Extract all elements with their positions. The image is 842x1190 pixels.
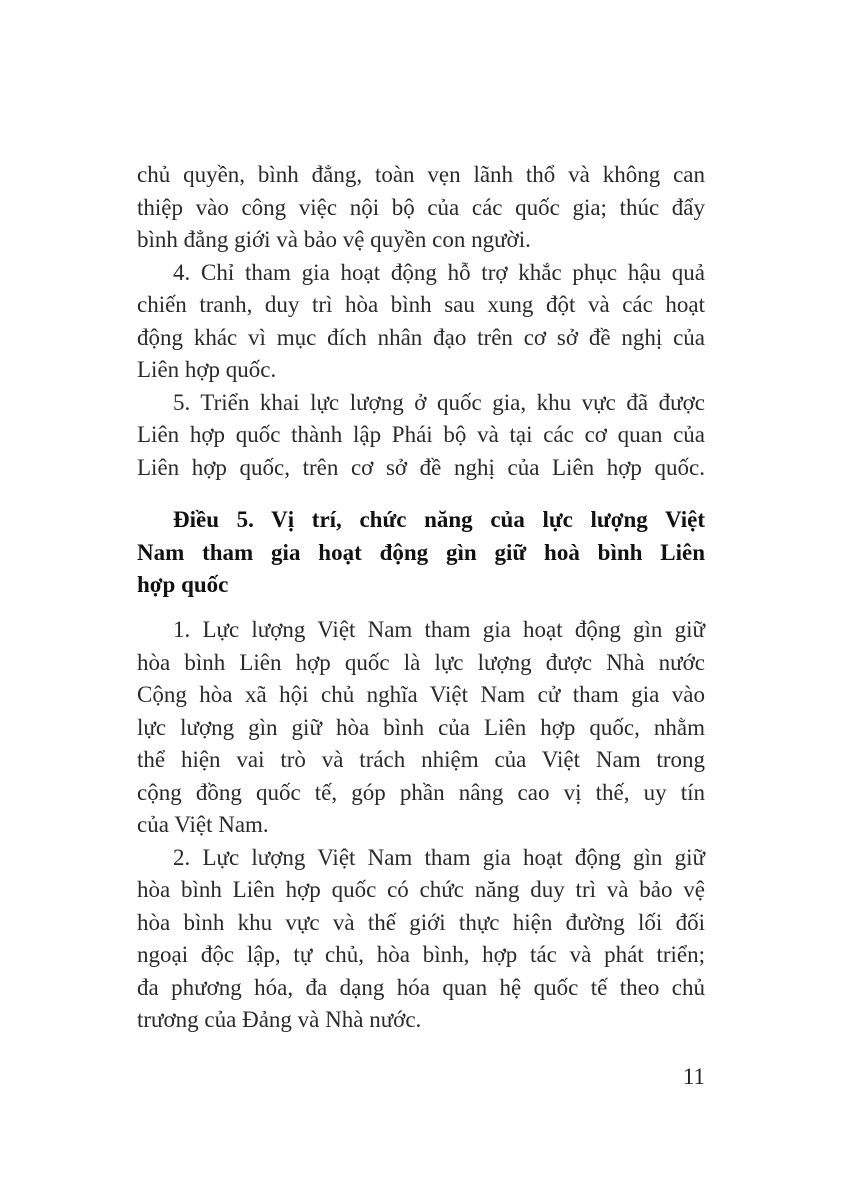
paragraph-continuation (137, 159, 705, 257)
text-line: ngoại độc lập, tự chủ, hòa bình, hợp tác và phát triển; (137, 942, 705, 967)
text-line: 1. Lực lượng Việt Nam tham gia hoạt động gìn giữ (173, 617, 705, 642)
heading-line: Nam tham gia hoạt động gìn giữ hoà bình Liên (137, 539, 705, 565)
text-line: hòa bình Liên hợp quốc có chức năng duy trì và bảo vệ (137, 877, 705, 902)
body-text-bottom (137, 614, 705, 1037)
text-line: chiến tranh, duy trì hòa bình sau xung đột và các hoạt (137, 292, 705, 317)
text-line: hòa bình Liên hợp quốc là lực lượng được Nhà nước (137, 649, 705, 675)
text-line: 5. Triển khai lực lượng ở quốc gia, khu vực đã được (173, 389, 705, 415)
text-line: thể hiện vai trò và trách nhiệm của Việt Nam trong (137, 747, 705, 772)
paragraph-article-5-item-1 (137, 614, 705, 842)
text-line: thiệp vào công việc nội bộ của các quốc gia; thúc đẩy (137, 194, 705, 220)
page-number: 11 (682, 1064, 705, 1089)
text-line: hòa bình khu vực và thế giới thực hiện đường lối đối (137, 909, 705, 935)
text-line: trương của Đảng và Nhà nước. (137, 1007, 422, 1032)
text-line: Liên hợp quốc thành lập Phái bộ và tại các cơ quan của (137, 422, 705, 447)
text-line: 2. Lực lượng Việt Nam tham gia hoạt động gìn giữ (173, 844, 705, 870)
text-line: chủ quyền, bình đẳng, toàn vẹn lãnh thổ và không can (137, 162, 705, 187)
text-line: Liên hợp quốc, trên cơ sở đề nghị của Liên hợp quốc. (137, 454, 705, 480)
paragraph-item-4 (137, 257, 705, 387)
paragraph-article-5-item-2 (137, 842, 705, 1037)
heading-line: hợp quốc (137, 572, 229, 597)
body-text-top (137, 159, 705, 484)
heading-line: Điều 5. Vị trí, chức năng của lực lượng Việt (173, 507, 705, 532)
text-line: Liên hợp quốc. (137, 357, 277, 382)
article-5-heading (137, 504, 705, 602)
text-line: Cộng hòa xã hội chủ nghĩa Việt Nam cử tham gia vào (137, 682, 705, 707)
text-line: lực lượng gìn giữ hòa bình của Liên hợp quốc, nhằm (137, 714, 705, 740)
text-line: cộng đồng quốc tế, góp phần nâng cao vị thế, uy tín (137, 779, 705, 805)
text-line: của Việt Nam. (137, 812, 269, 837)
text-line: bình đẳng giới và bảo vệ quyền con người. (137, 227, 531, 252)
text-line: động khác vì mục đích nhân đạo trên cơ sở đề nghị của (137, 324, 705, 350)
text-line: 4. Chỉ tham gia hoạt động hỗ trợ khắc phục hậu quả (173, 259, 705, 285)
text-line: đa phương hóa, đa dạng hóa quan hệ quốc tế theo chủ (137, 974, 705, 1000)
paragraph-item-5 (137, 387, 705, 485)
